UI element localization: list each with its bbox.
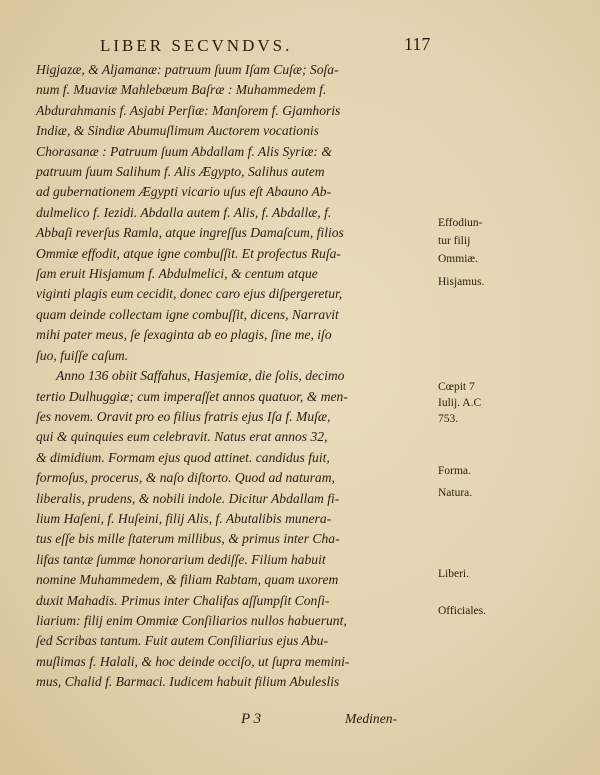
margin-note: Natura. [438,487,473,499]
text-line: liarium: filij enim Ommiæ Conſiliarios nullos habuerunt, [36,612,347,628]
text-line: Indiæ, & Sindiæ Abumuſlimum Auctorem vocationis [36,123,319,139]
text-line: muſlimas f. Halali, & hoc deinde occiſo, ut ſupra memini- [36,653,350,669]
text-line: liberalis, prudens, & nobili indole. Dicitur Abdallam fi- [36,490,340,506]
text-line: tertio Dulhuggiæ; cum imperaſſet annos quatuor, & men- [36,388,348,404]
text-line: num f. Muaviæ Mahlebæum Baſræ : Muhammedem f. [36,82,327,98]
text-line: ſam eruit Hisjamum f. Abdulmelici, & centum atque [36,266,318,282]
text-line: lifas tantæ ſummæ honorarium dediſſe. Filium habuit [36,551,326,567]
signature-mark: P 3 [241,711,262,727]
text-line: formoſus, procerus, & naſo diſtorto. Quod ad naturam, [36,470,335,486]
text-line: mus, Chalid f. Barmaci. Iudicem habuit filium Abuleslis [36,674,340,690]
margin-note: Forma. [438,465,471,477]
margin-note: Hisjamus. [438,276,485,288]
text-line: ſuo, fuiſſe caſum. [36,347,129,363]
text-line: Ommiæ effodit, atque igne combuſſit. Et profectus Ruſa- [36,245,341,261]
margin-note: Effodiun- [438,217,483,229]
running-title: LIBER SECVNDVS. [100,36,293,55]
margin-note: Cœpit 7 [438,381,475,393]
page-number: 117 [404,34,431,54]
paragraph-start-line: Anno 136 obiit Saffahus, Hasjemiæ, die ſolis, decimo [56,368,345,384]
text-line: nomine Muhammedem, & filiam Rabtam, quam uxorem [36,572,339,588]
text-line: qui & quinquies eum celebravit. Natus erat annos 32, [36,429,328,445]
text-line: viginti plagis eum cecidit, donec caro ejus diſpergeretur, [36,286,343,302]
margin-note: Ommiæ. [438,253,478,265]
text-line: patruum ſuum Salihum f. Alis Ægypto, Salihus autem [36,164,325,180]
text-line: Chorasanæ : Patruum ſuum Abdallam f. Alis Syriæ: & [36,143,332,159]
margin-note: Iulij. A.C [438,397,482,409]
text-line: dulmelico f. Iezidi. Abdalla autem f. Alis, f. Abdallæ, f. [36,204,332,220]
text-line: Abbaſi reverſus Ramla, atque ingreſſus Damaſcum, filios [36,225,344,241]
margin-note: 753. [438,413,459,425]
margin-note: Liberi. [438,568,469,580]
text-line: duxit Mahadis. Primus inter Chalifas aſſumpſit Conſi- [36,592,330,608]
margin-note: tur filij [438,235,471,247]
text-line: Abdurahmanis f. Asjabi Perſiæ: Manſorem f. Gjamhoris [36,102,341,118]
text-line: lium Haſeni, f. Huſeini, filij Alis, f. Abutalibis munera- [36,510,332,526]
text-line: & dimidium. Formam ejus quod attinet. candidus fuit, [36,449,330,465]
margin-note: Officiales. [438,605,487,617]
text-line: ad gubernationem Ægypti vicario uſus eſt Abauno Ab- [36,184,332,200]
text-line: quam deinde collectam igne combuſſit, dicens, Narravit [36,306,339,322]
text-line: ſes novem. Oravit pro eo filius fratris ejus Iſa f. Muſæ, [36,408,331,424]
text-line: Higjazæ, & Aljamanæ: patruum ſuum Iſam Cuſæ; Soſa- [36,62,339,77]
text-line: mihi pater meus, ſe ſexaginta ab eo plagis, ſine me, iſo [36,327,332,343]
main-text-block [36,60,436,693]
text-line: tus eſſe bis mille ſtaterum millibus, & primus inter Cha- [36,531,340,547]
catchword: Medinen- [345,711,398,726]
text-line: ſed Scribas tantum. Fuit autem Conſiliarius ejus Abu- [36,633,329,649]
